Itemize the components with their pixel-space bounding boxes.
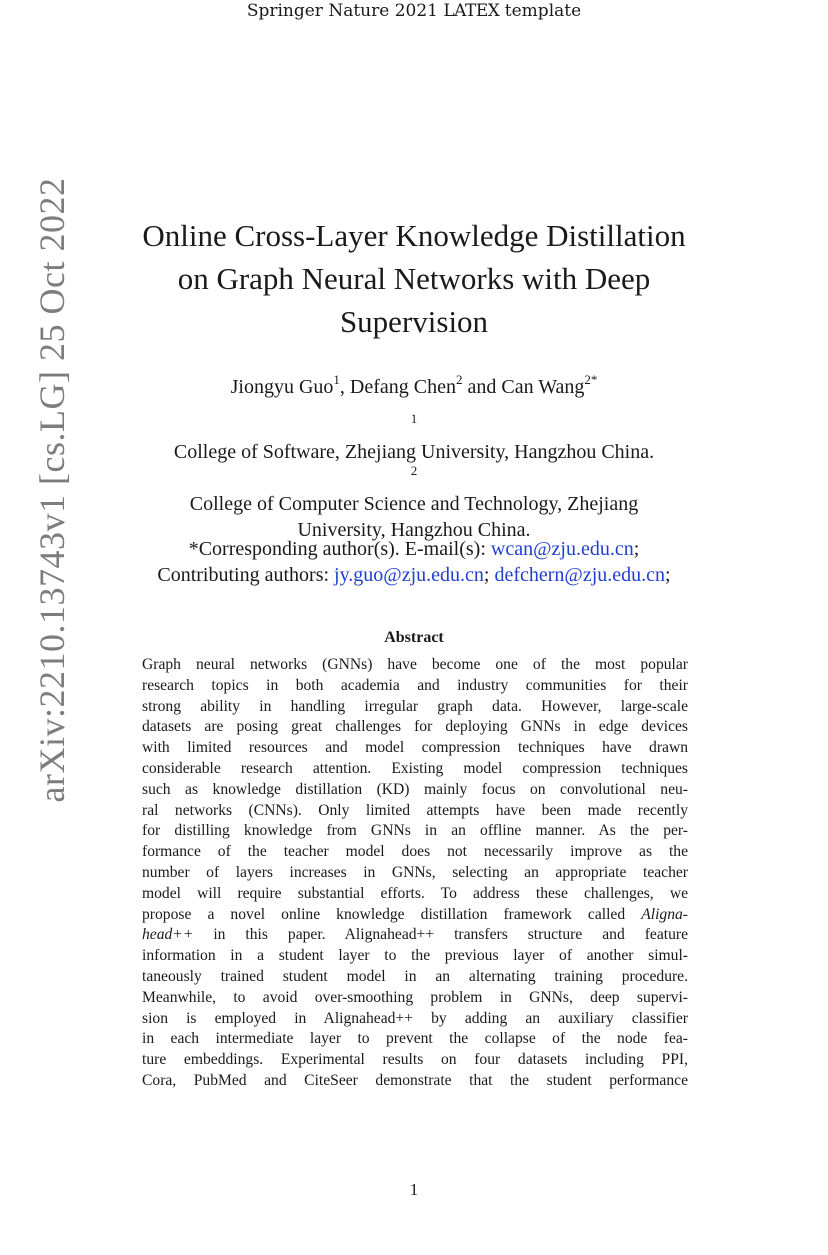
affiliation-text: College of Computer Science and Technology, Zhejiang (189, 493, 639, 515)
abstract-line: for distilling knowledge from GNNs in an offline manner. As the per- (142, 822, 688, 840)
paper-title (110, 214, 718, 343)
abstract-line: such as knowledge distillation (KD) mainly focus on convolutional neu- (142, 780, 688, 798)
abstract-line: taneously trained student model in an alternating training procedure. (142, 967, 688, 985)
author-affil-mark: 2* (584, 372, 598, 388)
title-line: on Graph Neural Networks with Deep (177, 261, 651, 296)
affiliation-mark: 2 (410, 463, 418, 479)
author-list (0, 374, 828, 400)
affiliation-mark: 1 (410, 411, 418, 427)
contributing-label: Contributing authors: (157, 564, 335, 586)
latex-logo: LATEX (443, 1, 500, 21)
arxiv-identifier-stamp: arXiv:2210.13743v1 [cs.LG] 25 Oct 2022 (32, 177, 72, 803)
abstract-line: propose a novel online knowledge distillation framework called Aligna- (142, 905, 688, 923)
corresponding-label: *Corresponding author(s). E-mail(s): (188, 538, 491, 560)
header-text: Springer Nature 2021 (246, 1, 444, 21)
abstract-line: ture embeddings. Experimental results on four datasets including PPI, (142, 1051, 688, 1069)
contributing-authors-line (60, 562, 768, 588)
abstract-line: with limited resources and model compression techniques have drawn (142, 739, 688, 757)
author-name: Jiongyu Guo (230, 376, 334, 398)
abstract-line: number of layers increases in GNNs, selecting an appropriate teacher (142, 863, 688, 881)
corresponding-author-line (60, 536, 768, 562)
abstract-line: Meanwhile, to avoid over-smoothing problem in GNNs, deep supervi- (142, 988, 688, 1006)
abstract-line: ral networks (CNNs). Only limited attempts have been made recently (142, 801, 688, 819)
header-text-tail: template (499, 1, 582, 21)
running-header (0, 0, 828, 22)
method-name: head++ (142, 926, 194, 944)
abstract-line: Cora, PubMed and CiteSeer demonstrate that the student performance (142, 1071, 688, 1089)
author-separator: and (462, 376, 502, 398)
title-line: Online Cross-Layer Knowledge Distillation (142, 218, 686, 253)
author-name: Can Wang (501, 376, 585, 398)
corresponding-email-link[interactable]: wcan@zju.edu.cn (490, 538, 634, 560)
method-name: Aligna- (641, 905, 688, 923)
abstract-line: Graph neural networks (GNNs) have become one of the most popular (142, 656, 688, 673)
author-affil-mark: 1 (333, 372, 340, 388)
page-number: 1 (409, 1180, 419, 1199)
affiliation-line (110, 465, 718, 517)
abstract-line: formance of the teacher model does not necessarily improve as the (142, 843, 688, 861)
abstract-line: in each intermediate layer to prevent the collapse of the node fea- (142, 1030, 688, 1048)
affiliations (110, 413, 718, 543)
contact-info (60, 536, 768, 588)
affiliation-line (110, 413, 718, 465)
abstract-line: datasets are posing great challenges for deploying GNNs in edge devices (142, 718, 688, 736)
abstract-line: sion is employed in Alignahead++ by adding an auxiliary classifier (142, 1009, 688, 1027)
punctuation: ; (633, 538, 640, 560)
affiliation-text: College of Software, Zhejiang University, Hangzhou China. (173, 441, 655, 463)
contributing-email-link[interactable]: jy.guo@zju.edu.cn (334, 564, 484, 586)
abstract-line: head++ in this paper. Alignahead++ transfers structure and feature (142, 926, 688, 944)
contributing-email-link[interactable]: defchern@zju.edu.cn (494, 564, 666, 586)
abstract-line: research topics in both academia and industry communities for their (142, 676, 688, 694)
author-name: Defang Chen (349, 376, 456, 398)
abstract-body (142, 655, 688, 1092)
abstract-line: model will require substantial efforts. To address these challenges, we (142, 884, 688, 902)
punctuation: ; (483, 564, 495, 586)
punctuation: ; (665, 564, 671, 586)
author-separator: , (339, 376, 350, 398)
abstract-heading: Abstract (384, 629, 444, 646)
abstract-line: strong ability in handling irregular graph data. However, large-scale (142, 697, 688, 715)
title-line: Supervision (339, 304, 489, 339)
abstract-line: information in a student layer to the previous layer of another simul- (142, 947, 688, 965)
affiliation-text: University, Hangzhou China. (297, 519, 531, 541)
abstract-line: considerable research attention. Existing model compression techniques (142, 759, 688, 777)
author-affil-mark: 2 (455, 372, 463, 388)
